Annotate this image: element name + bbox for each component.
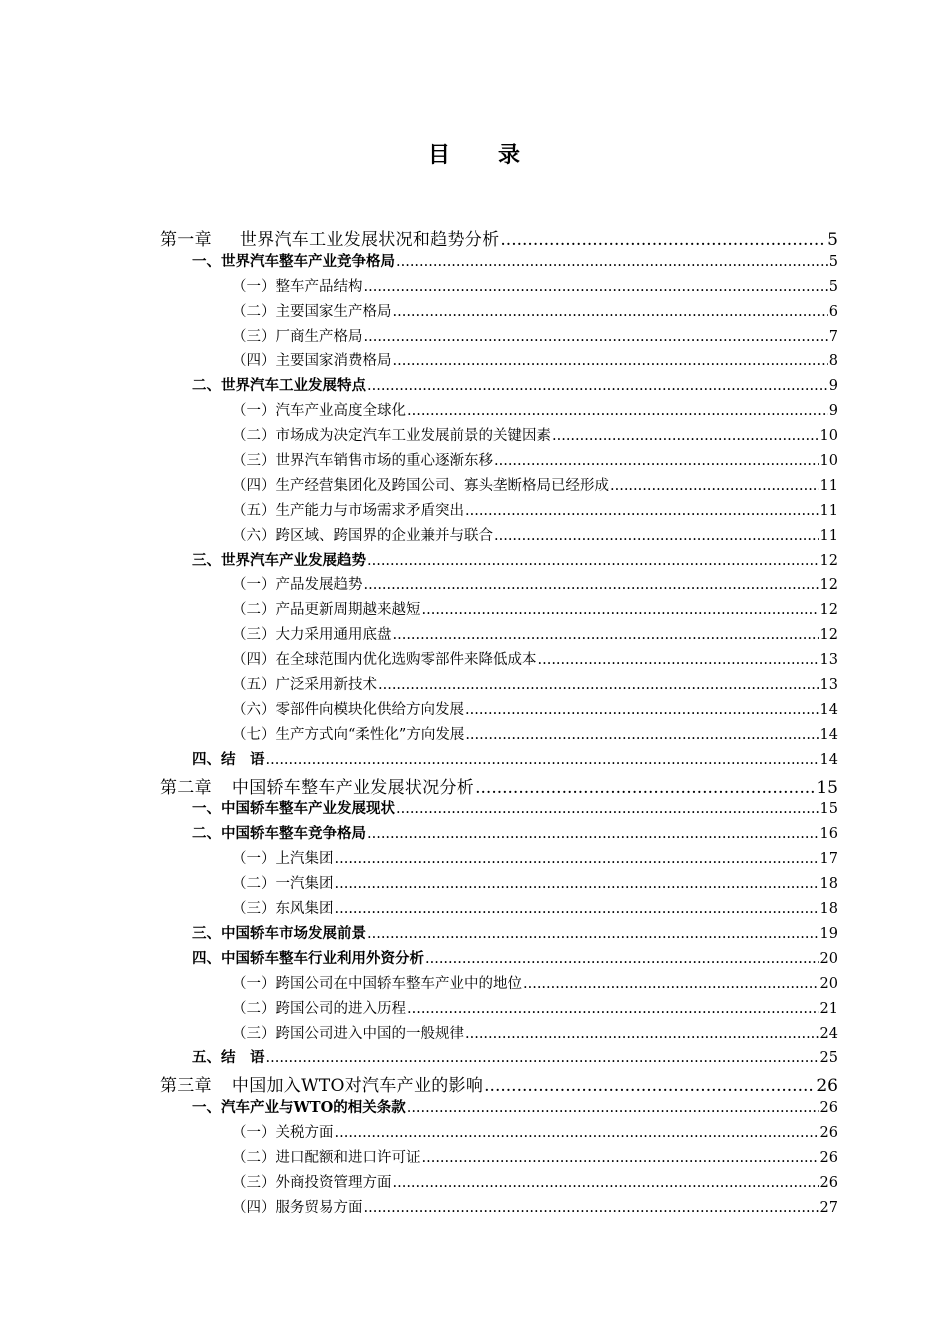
toc-entry-label: [232, 449, 493, 470]
toc-entry[interactable]: [160, 723, 838, 748]
toc-entry-text: （二）产品更新周期越来越短: [232, 602, 421, 619]
toc-entry[interactable]: [160, 1046, 838, 1071]
toc-entry-text: 五、结 语: [192, 1049, 265, 1067]
toc-entry-label: [192, 549, 366, 570]
toc-entry-label: [232, 325, 363, 346]
toc-entry[interactable]: [160, 922, 838, 947]
toc-entry-label: [232, 623, 392, 644]
toc-entry[interactable]: [160, 374, 838, 399]
toc-entry[interactable]: [160, 399, 838, 424]
toc-entry-text: （四）主要国家消费格局: [232, 353, 392, 370]
dot-leader: [335, 901, 819, 917]
toc-page-number: 25: [819, 1050, 838, 1067]
toc-entry-label: [232, 723, 464, 744]
toc-page-number: 16: [819, 826, 838, 843]
toc-page-number: 20: [819, 975, 838, 992]
toc-entry[interactable]: [160, 598, 838, 623]
toc-entry[interactable]: [160, 648, 838, 673]
toc-entry-text: （二）市场成为决定汽车工业发展前景的关键因素: [232, 428, 551, 445]
toc-page-number: 14: [819, 701, 838, 718]
toc-page-number: 12: [819, 552, 838, 569]
toc-entry-text: （三）跨国公司进入中国的一般规律: [232, 1025, 464, 1042]
toc-entry[interactable]: [160, 972, 838, 997]
toc-entry[interactable]: [160, 499, 838, 524]
toc-entry-label: [192, 250, 395, 271]
toc-entry-text: 二、中国轿车整车竞争格局: [192, 825, 366, 843]
toc-entry-label: [232, 648, 537, 669]
toc-entry-text: （三）厂商生产格局: [232, 328, 363, 345]
toc-page-number: 5: [827, 230, 838, 250]
toc-entry-label: [232, 1146, 421, 1167]
toc-page-number: 12: [819, 602, 838, 619]
chapter-number: 第一章: [160, 230, 212, 250]
dot-leader: [364, 1200, 819, 1216]
toc-entry-text: （一）上汽集团: [232, 851, 334, 868]
dot-leader: [484, 1076, 815, 1096]
chapter-number: 第二章: [160, 777, 212, 798]
toc-entry-label: [232, 1022, 464, 1043]
toc-page-number: 20: [819, 950, 838, 967]
toc-entry[interactable]: [160, 549, 838, 574]
toc-entry[interactable]: [160, 225, 838, 250]
toc-entry[interactable]: [160, 1171, 838, 1196]
dot-leader: [465, 503, 819, 519]
toc-entry-label: [232, 474, 609, 495]
toc-page-number: 5: [828, 278, 838, 295]
dot-leader: [407, 403, 828, 419]
dot-leader: [367, 553, 819, 569]
toc-entry-text: （二）进口配额和进口许可证: [232, 1149, 421, 1166]
toc-page-number: 26: [819, 1174, 838, 1191]
dot-leader: [523, 976, 819, 992]
toc-entry[interactable]: [160, 1121, 838, 1146]
dot-leader: [422, 1150, 819, 1166]
toc-entry-label: [232, 673, 377, 694]
toc-entry-text: 二、世界汽车工业发展特点: [192, 377, 366, 395]
dot-leader: [393, 1175, 819, 1191]
dot-leader: [364, 279, 828, 295]
toc-entry-label: [232, 847, 334, 868]
dot-leader: [393, 304, 828, 320]
dot-leader: [266, 752, 819, 768]
dot-leader: [367, 926, 819, 942]
toc-entry-label: [192, 822, 366, 843]
toc-entry-text: 世界汽车工业发展状况和趋势分析: [239, 230, 500, 250]
toc-page-number: 6: [828, 303, 838, 320]
toc-entry-text: （一）关税方面: [232, 1125, 334, 1142]
dot-leader: [335, 1125, 819, 1141]
toc-entry-label: [232, 598, 421, 619]
dot-leader: [407, 1001, 819, 1017]
title-part-1: 目: [427, 143, 452, 168]
toc-entry-label: [232, 300, 392, 321]
dot-leader: [465, 1026, 819, 1042]
toc-entry[interactable]: [160, 1096, 838, 1121]
toc-entry[interactable]: [160, 1196, 838, 1221]
toc-entry-label: [232, 399, 406, 420]
toc-entry[interactable]: [160, 524, 838, 549]
toc-entry[interactable]: [160, 424, 838, 449]
dot-leader: [396, 801, 819, 817]
toc-page-number: 24: [819, 1025, 838, 1042]
toc-entry-text: （二）主要国家生产格局: [232, 303, 392, 320]
toc-entry-label: [232, 698, 464, 719]
toc-entry-text: （六）跨区域、跨国界的企业兼并与联合: [232, 527, 493, 544]
toc-entry-text: （一）跨国公司在中国轿车整车产业中的地位: [232, 975, 522, 992]
toc-entry-label: [160, 1071, 483, 1096]
toc-entry-label: [160, 225, 499, 250]
dot-leader: [610, 478, 819, 494]
dot-leader: [335, 851, 819, 867]
toc-entry-label: [192, 374, 366, 395]
toc-page-number: 11: [819, 527, 838, 544]
dot-leader: [465, 702, 819, 718]
toc-entry-text: （二）一汽集团: [232, 876, 334, 893]
toc-entry-text: （二）跨国公司的进入历程: [232, 1000, 406, 1017]
toc-entry-text: 三、世界汽车产业发展趋势: [192, 551, 366, 569]
toc-page-number: 12: [819, 627, 838, 644]
dot-leader: [396, 254, 828, 270]
toc-page-number: 13: [819, 677, 838, 694]
dot-leader: [367, 378, 828, 394]
toc-page-number: 21: [819, 1000, 838, 1017]
toc-entry[interactable]: [160, 275, 838, 300]
dot-leader: [422, 602, 819, 618]
dot-leader: [364, 577, 819, 593]
toc-entry-text: 四、结 语: [192, 750, 265, 768]
toc-entry-text: （五）生产能力与市场需求矛盾突出: [232, 502, 464, 519]
toc-entry-text: （一）汽车产业高度全球化: [232, 403, 406, 420]
toc-page-number: 18: [819, 901, 838, 918]
toc-page-number: 10: [819, 453, 838, 470]
toc-page-number: 27: [819, 1199, 838, 1216]
toc-entry-text: 一、世界汽车整车产业竞争格局: [192, 252, 395, 270]
dot-leader: [494, 453, 819, 469]
toc-page-number: 18: [819, 876, 838, 893]
toc-page-number: 11: [819, 502, 838, 519]
toc-entry[interactable]: [160, 698, 838, 723]
toc-page-number: 5: [828, 253, 838, 270]
dot-leader: [393, 627, 819, 643]
toc-page-number: 15: [819, 801, 838, 818]
toc-page-number: 26: [819, 1100, 838, 1117]
toc-entry-label: [232, 872, 334, 893]
toc-entry-text: （四）服务贸易方面: [232, 1199, 363, 1216]
toc-entry-text: （一）产品发展趋势: [232, 577, 363, 594]
toc-entry[interactable]: [160, 797, 838, 822]
dot-leader: [266, 1050, 819, 1066]
toc-page-number: 9: [828, 378, 838, 395]
toc-entry[interactable]: [160, 250, 838, 275]
toc-page-number: 13: [819, 652, 838, 669]
toc-entry-text: （三）东风集团: [232, 901, 334, 918]
toc-entry-label: [232, 897, 334, 918]
toc-entry[interactable]: [160, 573, 838, 598]
toc-entry[interactable]: [160, 997, 838, 1022]
dot-leader: [475, 778, 815, 798]
toc-entry[interactable]: [160, 1071, 838, 1096]
toc-entry-text: （六）零部件向模块化供给方向发展: [232, 701, 464, 718]
dot-leader: [378, 677, 819, 693]
toc-entry-label: [232, 972, 522, 993]
toc-page-number: 11: [819, 477, 838, 494]
toc-entry[interactable]: [160, 474, 838, 499]
toc-page-number: 19: [819, 925, 838, 942]
toc-page-number: 26: [819, 1125, 838, 1142]
dot-leader: [364, 329, 828, 345]
dot-leader: [465, 727, 818, 743]
toc-entry[interactable]: [160, 748, 838, 773]
toc-entry-label: [232, 524, 493, 545]
toc-entry-text: （四）在全球范围内优化选购零部件来降低成本: [232, 652, 537, 669]
toc-entry[interactable]: [160, 300, 838, 325]
toc-page-number: 12: [819, 577, 838, 594]
dot-leader: [393, 353, 828, 369]
dot-leader: [500, 230, 826, 250]
toc-entry-label: [232, 499, 464, 520]
toc-entry[interactable]: [160, 773, 838, 798]
toc-entry-text: 中国加入WTO对汽车产业的影响: [231, 1076, 484, 1097]
toc-entry[interactable]: [160, 1022, 838, 1047]
toc-entry[interactable]: [160, 872, 838, 897]
toc-entry[interactable]: [160, 449, 838, 474]
toc-entry-text: （四）生产经营集团化及跨国公司、寡头垄断格局已经形成: [232, 477, 609, 494]
toc-entry-label: [232, 997, 406, 1018]
toc-entry-label: [192, 797, 395, 818]
toc-entry-label: [192, 922, 366, 943]
title-part-2: 录: [498, 143, 523, 168]
dot-leader: [552, 428, 819, 444]
dot-leader: [538, 652, 819, 668]
toc-entry-label: [232, 573, 363, 594]
toc-entry-label: [232, 1196, 363, 1217]
toc-entry-label: [192, 748, 265, 769]
toc-entry-label: [232, 1121, 334, 1142]
toc-entry-text: （七）生产方式向“柔性化”方向发展: [232, 726, 465, 743]
toc-entry[interactable]: [160, 623, 838, 648]
toc-entry-text: 四、中国轿车整车行业利用外资分析: [192, 949, 424, 967]
toc-entry-text: 一、中国轿车整车产业发展现状: [192, 800, 395, 818]
toc-entry[interactable]: [160, 349, 838, 374]
toc-page-number: 15: [816, 777, 838, 798]
toc-entry[interactable]: [160, 1146, 838, 1171]
page-title: [0, 138, 950, 169]
toc-entry[interactable]: [160, 947, 838, 972]
toc-page-number: 8: [828, 353, 838, 370]
toc-entry-text: 三、中国轿车市场发展前景: [192, 924, 366, 942]
table-of-contents: [160, 225, 838, 1221]
toc-page-number: 26: [819, 1149, 838, 1166]
toc-entry-label: [232, 424, 551, 445]
toc-entry-text: 一、汽车产业与WTO的相关条款: [192, 1099, 406, 1117]
chapter-number: 第三章: [160, 1076, 212, 1097]
toc-entry-label: [192, 947, 424, 968]
dot-leader: [425, 951, 819, 967]
toc-entry-text: （五）广泛采用新技术: [232, 677, 377, 694]
toc-page-number: 9: [828, 403, 838, 420]
toc-page-number: 7: [828, 328, 838, 345]
dot-leader: [407, 1100, 819, 1116]
toc-entry-label: [160, 773, 474, 798]
toc-entry[interactable]: [160, 897, 838, 922]
toc-entry[interactable]: [160, 673, 838, 698]
toc-entry[interactable]: [160, 325, 838, 350]
toc-entry-label: [232, 1171, 392, 1192]
toc-entry-label: [232, 275, 363, 296]
dot-leader: [367, 826, 819, 842]
toc-page-number: 26: [816, 1076, 838, 1097]
toc-entry-text: 中国轿车整车产业发展状况分析: [231, 777, 475, 798]
toc-entry-text: （一）整车产品结构: [232, 278, 363, 295]
toc-entry-text: （三）大力采用通用底盘: [232, 627, 392, 644]
toc-page-number: 17: [819, 851, 838, 868]
toc-page-number: 14: [819, 751, 838, 768]
toc-entry-label: [192, 1046, 265, 1067]
toc-entry-text: （三）外商投资管理方面: [232, 1174, 392, 1191]
dot-leader: [335, 876, 819, 892]
dot-leader: [494, 528, 819, 544]
toc-entry[interactable]: [160, 822, 838, 847]
toc-page-number: 10: [819, 428, 838, 445]
toc-entry-label: [232, 349, 392, 370]
toc-page-number: 14: [819, 726, 838, 743]
toc-entry[interactable]: [160, 847, 838, 872]
toc-entry-text: （三）世界汽车销售市场的重心逐渐东移: [232, 453, 493, 470]
toc-entry-label: [192, 1096, 406, 1117]
